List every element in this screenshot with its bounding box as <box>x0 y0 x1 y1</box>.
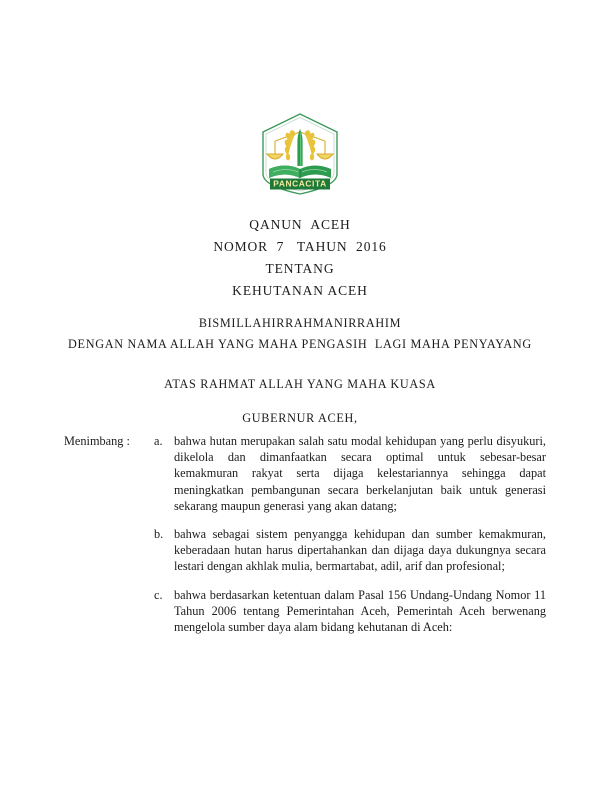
title-line-qanun: QANUN ACEH <box>249 217 351 232</box>
consideration-text-c: bahwa berdasarkan ketentuan dalam Pasal 156 Undang-Undang Nomor 11 Tahun 2006 tentang Pemerintahan Aceh, Pemerintah Aceh berwenang mengelola sumber daya alam bidang kehutanan di Aceh: <box>174 587 546 635</box>
consideration-text-a: bahwa hutan merupakan salah satu modal kehidupan yang perlu disyukuri, dikelola dan dimanfaatkan secara optimal untuk sebesar-besar kemakmuran rakyat serta dijaga kelestariannya sehingga dapat meningkatkan pembangunan secara berkelanjutan baik untuk generasi sekarang maupun generasi yang akan datang; <box>174 434 546 513</box>
emblem-container <box>0 112 600 196</box>
bismillah-block <box>0 313 600 355</box>
emblem-banner-text: PANCACITA <box>273 178 327 189</box>
pancacita-aceh-emblem-icon <box>257 112 343 196</box>
title-line-nomor: NOMOR 7 TAHUN 2016 <box>213 239 387 254</box>
bismillah-arabic-transliteration: BISMILLAHIRRAHMANIRRAHIM <box>198 316 402 330</box>
document-title-block <box>0 214 600 302</box>
considerations-label: Menimbang : <box>64 434 130 448</box>
considerations-section <box>64 433 546 647</box>
rahmat-line: ATAS RAHMAT ALLAH YANG MAHA KUASA <box>164 377 436 391</box>
consideration-marker-a: a. <box>154 434 163 448</box>
consideration-item-b <box>64 526 546 575</box>
consideration-marker-c: c. <box>154 587 163 602</box>
consideration-marker-b: b. <box>154 527 164 542</box>
consideration-text-b: bahwa sebagai sistem penyangga kehidupan dan sumber kemakmuran, keberadaan hutan harus dipertahankan dan dijaga daya dukungnya secara lestari dengan akhlak mulia, bermartabat, adil, arif dan profesional; <box>174 527 546 574</box>
title-line-subject: KEHUTANAN ACEH <box>232 283 368 298</box>
title-line-tentang: TENTANG <box>265 261 335 276</box>
consideration-item-a <box>64 433 546 514</box>
consideration-item-c <box>64 587 546 636</box>
rahmat-block <box>0 374 600 395</box>
gubernur-heading: GUBERNUR ACEH, <box>242 411 358 425</box>
bismillah-translation: DENGAN NAMA ALLAH YANG MAHA PENGASIH LAGI MAHA PENYAYANG <box>68 337 532 351</box>
gubernur-block <box>0 411 600 426</box>
